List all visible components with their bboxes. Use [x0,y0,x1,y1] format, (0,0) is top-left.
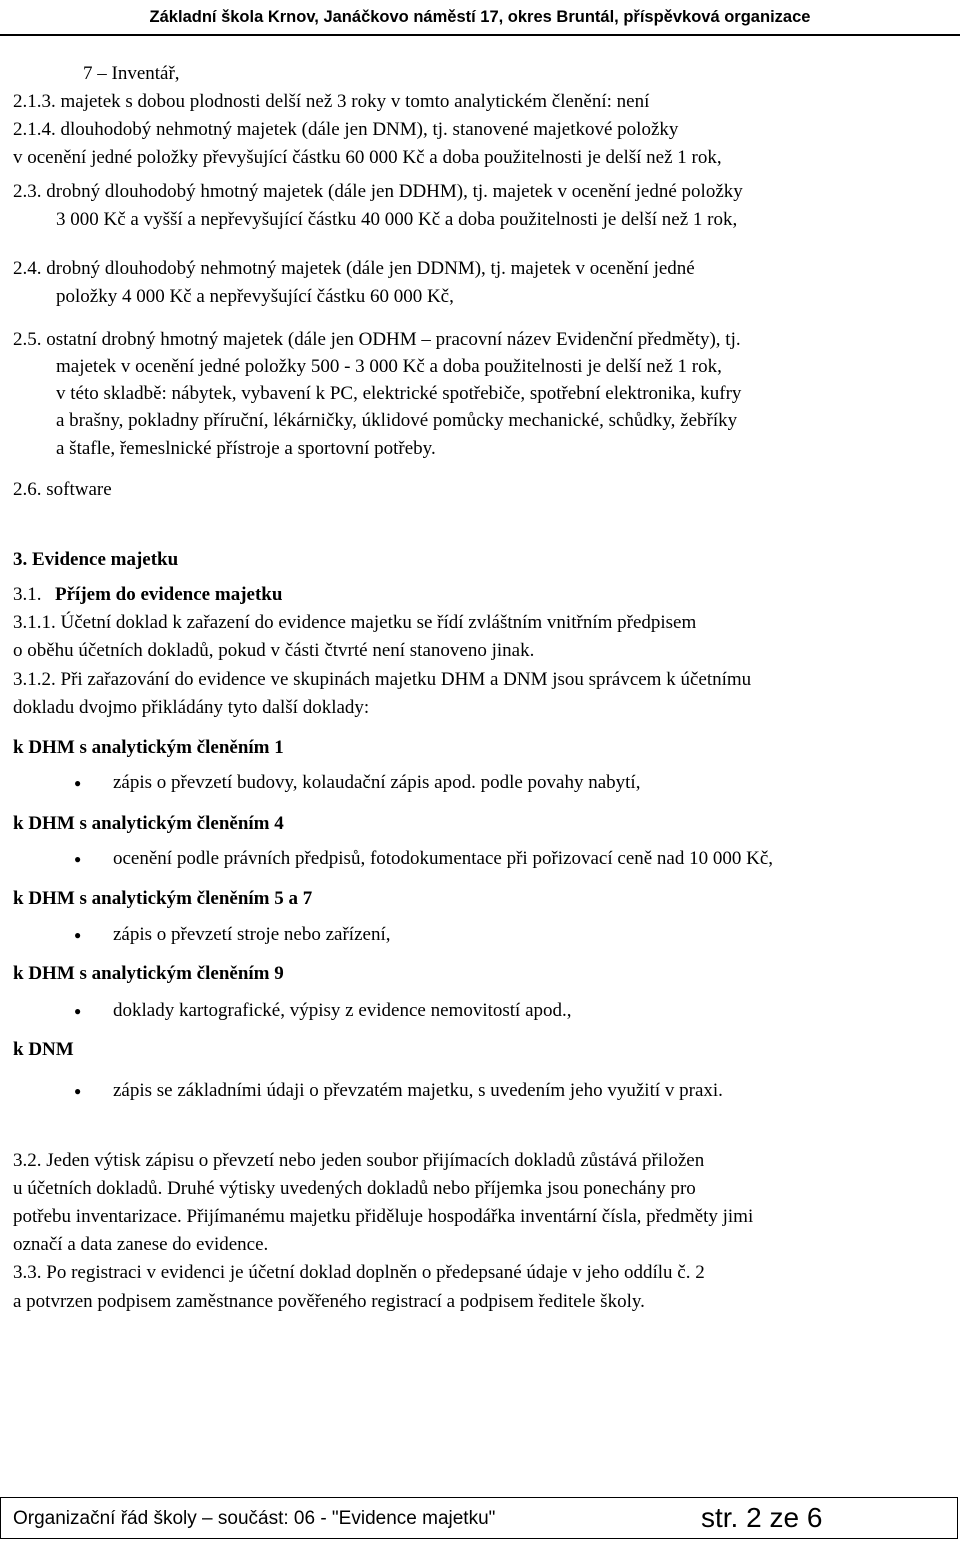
footer-document-title: Organizační řád školy – součást: 06 - "Evidence majetku" [13,1508,496,1529]
text-line: 2.4. drobný dlouhodobý nehmotný majetek (dále jen DDNM), tj. majetek v ocenění jedné [13,258,695,279]
page-header [0,0,960,36]
text-line: 2.5. ostatní drobný hmotný majetek (dále jen ODHM – pracovní název Evidenční předměty), tj. [13,329,741,350]
text-line: majetek v ocenění jedné položky 500 - 3 000 Kč a doba použitelnosti je delší než 1 rok, [56,356,722,377]
text-line: 3.1.2. Při zařazování do evidence ve skupinách majetku DHM a DNM jsou správcem k účetnímu [13,669,752,690]
text-line: v této skladbě: nábytek, vybavení k PC, elektrické spotřebiče, spotřební elektronika, kufry [56,383,742,404]
list-item: ocenění podle právních předpisů, fotodokumentace při pořizovací ceně nad 10 000 Kč, [113,848,774,869]
text-line: a štafle, řemeslnické přístroje a sportovní potřeby. [56,438,436,459]
text-line: 7 – Inventář, [83,63,180,84]
group-heading: k DHM s analytickým členěním 5 a 7 [13,888,313,909]
text-line: 2.1.3. majetek s dobou plodnosti delší než 3 roky v tomto analytickém členění: není [13,91,650,112]
section-number: 3.1. [13,584,42,605]
text-line: 3.3. Po registraci v evidenci je účetní doklad doplněn o předepsané údaje v jeho oddílu č. 2 [13,1262,705,1283]
text-line: u účetních dokladů. Druhé výtisky uvedených dokladů nebo příjemka jsou ponechány pro [13,1178,696,1199]
footer-page-number: str. 2 ze 6 [701,1502,823,1533]
text-line: a brašny, pokladny příruční, lékárničky, úklidové pomůcky mechanické, schůdky, žebříky [56,410,738,431]
subsection-heading: Příjem do evidence majetku [55,584,283,605]
text-line: 3.2. Jeden výtisk zápisu o převzetí nebo jeden soubor přijímacích dokladů zůstává přiložen [13,1150,705,1171]
group-heading: k DHM s analytickým členěním 4 [13,813,284,834]
bullet-icon: ● [74,928,82,942]
text-line: 3 000 Kč a vyšší a nepřevyšující částku 40 000 Kč a doba použitelnosti je delší než 1 rok, [56,209,738,230]
section-heading: 3. Evidence majetku [13,549,179,570]
header-title: Základní škola Krnov, Janáčkovo náměstí 17, okres Bruntál, [149,8,619,26]
bullet-icon: ● [74,1004,82,1018]
bullet-icon: ● [74,776,82,790]
page-footer [0,1497,958,1539]
text-line: o oběhu účetních dokladů, pokud v části čtvrté není stanoveno jinak. [13,640,535,661]
text-line: položky 4 000 Kč a nepřevyšující částku 60 000 Kč, [56,286,454,307]
text-line: 2.1.4. dlouhodobý nehmotný majetek (dále jen DNM), tj. stanovené majetkové položky [13,119,679,140]
text-line: 2.3. drobný dlouhodobý hmotný majetek (dále jen DDHM), tj. majetek v ocenění jedné položky [13,181,743,202]
list-item: zápis o převzetí stroje nebo zařízení, [113,924,391,945]
bullet-icon: ● [74,1084,82,1098]
bullet-icon: ● [74,852,82,866]
text-line: označí a data zanese do evidence. [13,1234,269,1255]
group-heading: k DHM s analytickým členěním 9 [13,963,284,984]
text-line: 2.6. software [13,479,112,500]
list-item: zápis se základními údaji o převzatém majetku, s uvedením jeho využití v praxi. [113,1080,723,1101]
text-line: v ocenění jedné položky převyšující částku 60 000 Kč a doba použitelnosti je delší než 1 rok, [13,147,722,168]
text-line: potřebu inventarizace. Přijímanému majetku přiděluje hospodářka inventární čísla, předměty jimi [13,1206,754,1227]
text-line: 3.1.1. Účetní doklad k zařazení do evidence majetku se řídí zvláštním vnitřním předpisem [13,612,697,633]
group-heading: k DHM s analytickým členěním 1 [13,737,284,758]
group-heading: k DNM [13,1039,74,1060]
text-line: a potvrzen podpisem zaměstnance pověřeného registrací a podpisem ředitele školy. [13,1291,645,1312]
header-subtitle: příspěvková organizace [623,8,811,26]
list-item: doklady kartografické, výpisy z evidence nemovitostí apod., [113,1000,572,1021]
list-item: zápis o převzetí budovy, kolaudační zápis apod. podle povahy nabytí, [113,772,641,793]
text-line: dokladu dvojmo přikládány tyto další doklady: [13,697,370,718]
